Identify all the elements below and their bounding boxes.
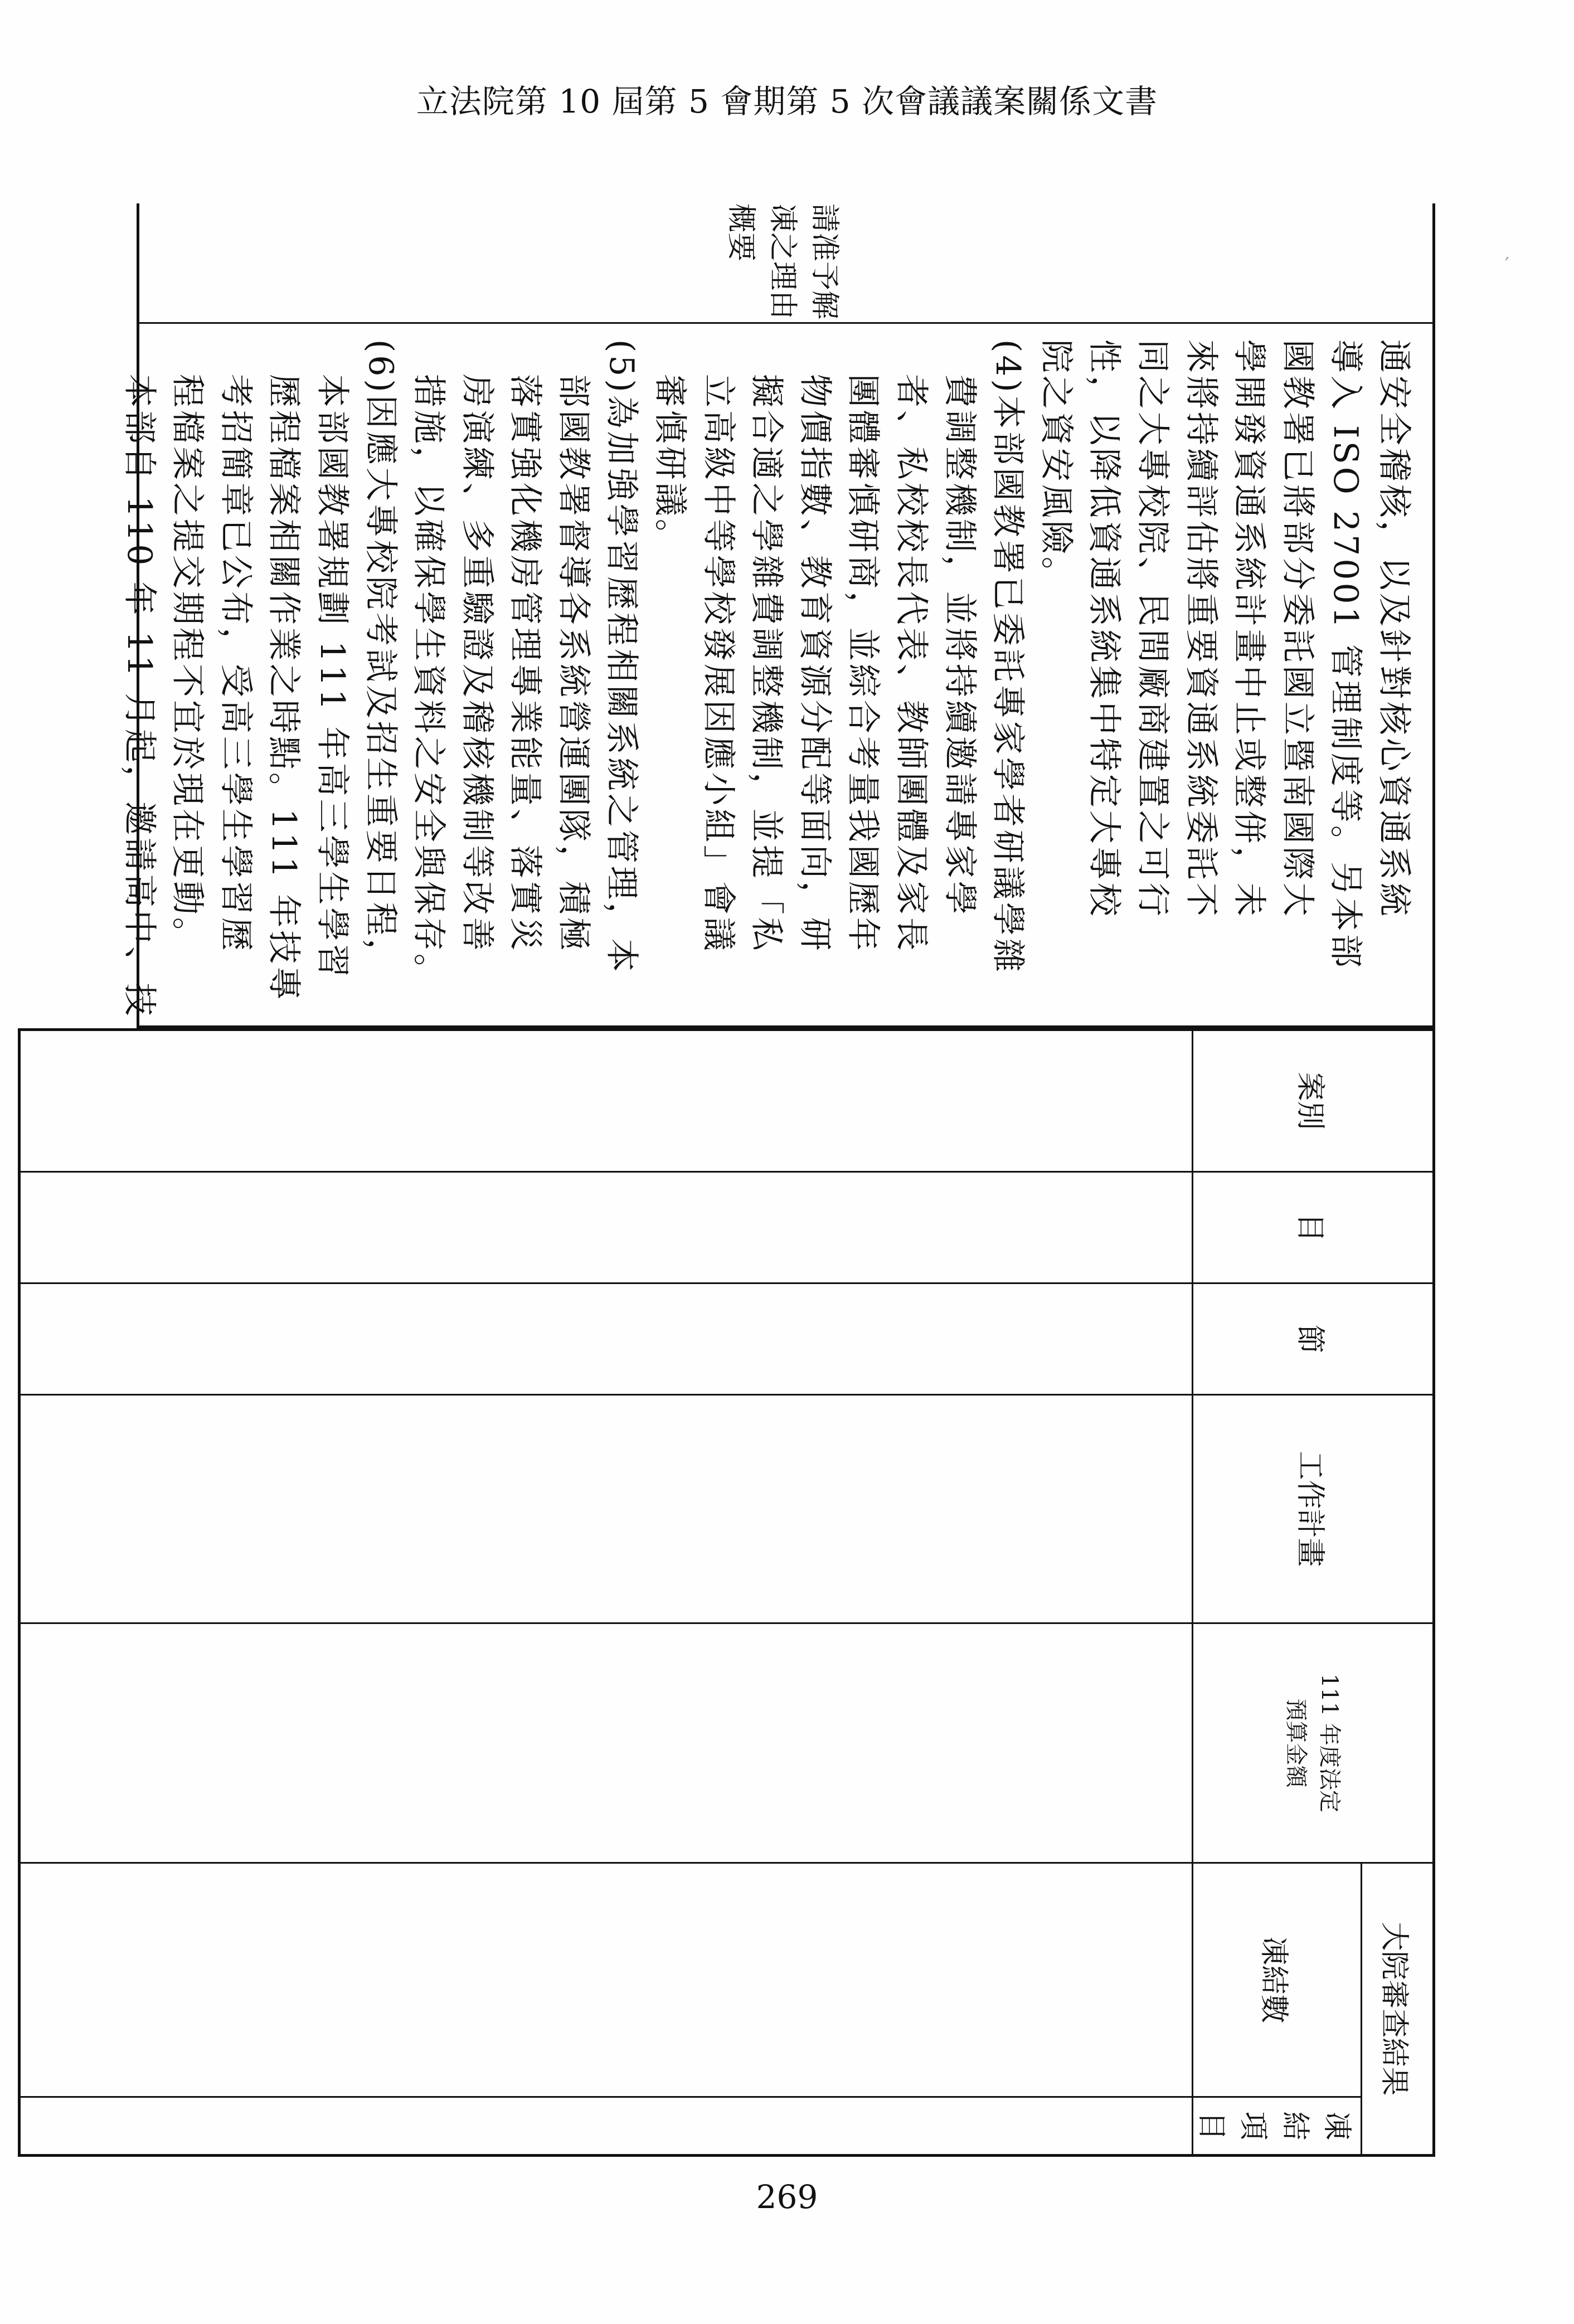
reason-line: 措施，以確保學生資料之安全與保存。: [409, 373, 449, 990]
reason-line: 本部自 110 年 11 月起，邀請高中、技: [119, 373, 159, 1019]
cell-item: [20, 1172, 1193, 1283]
header-budget: [1193, 1623, 1434, 1863]
header-section: 節: [1193, 1283, 1434, 1395]
header-work-plan: 工作計畫: [1193, 1395, 1434, 1623]
reason-line: 歷程檔案相關作業之時點。111 年技專: [264, 373, 304, 1003]
budget-table-rotated: [137, 1028, 1435, 2154]
reason-inner: [119, 203, 1435, 1028]
reason-line: 房演練、多重驗證及稽核機制等改善: [457, 373, 497, 954]
reason-line: 落實強化機房管理專業能量、落實災: [506, 373, 545, 954]
header-frozen-item: 凍結項目: [1193, 2097, 1362, 2156]
cell-budget: [20, 1623, 1193, 1863]
page-number: 269: [756, 2178, 818, 2216]
reason-body: [119, 324, 1432, 1025]
cell-frozen-item: [20, 2097, 1193, 2156]
reason-line: 國教署已將部分委託國立暨南國際大: [1277, 339, 1317, 919]
header-budget-line1: 111 年度法定: [1316, 1673, 1343, 1813]
reason-line: (6)因應大專校院考試及招生重要日程，: [361, 339, 400, 975]
reason-line: 通安全稽核，以及針對核心資通系統: [1374, 339, 1413, 919]
reason-table-container: [119, 203, 1435, 1028]
cell-frozen-amount: [20, 1863, 1193, 2097]
reason-line: 物價指數、教育資源分配等面向，研: [795, 373, 834, 954]
reason-line: 部國教署督導各系統營運團隊，積極: [553, 373, 593, 954]
reason-line: 審慎研議。: [650, 373, 690, 555]
reason-line: 程檔案之提交期程不宜於現在更動。: [168, 373, 207, 954]
reason-line: (4)本部國教署已委託專家學者研議學雜: [988, 339, 1028, 975]
reason-header: 請准予解凍之理由概要: [724, 203, 842, 320]
reason-line: 考招簡章已公布，受高三學生學習歷: [216, 373, 255, 954]
reason-line: (5)為加強學習歷程相關系統之管理，本: [602, 339, 642, 975]
budget-table: [18, 1028, 1435, 2157]
header-case: 案別: [1193, 1030, 1434, 1172]
cell-work-plan: [20, 1395, 1193, 1623]
reason-line: 同之大專校院、民間廠商建置之可行: [1133, 339, 1173, 919]
reason-line: 者、私校校長代表、教師團體及家長: [892, 373, 931, 954]
reason-line: 立高級中等學校發展因應小組」會議: [698, 373, 738, 954]
reason-line: 擬合適之學雜費調整機制，並提「私: [747, 373, 786, 954]
header-review-result: 大院審查結果: [1362, 1863, 1434, 2156]
header-frozen-amount: 凍結數: [1193, 1863, 1362, 2097]
cell-case: [20, 1030, 1193, 1172]
margin-mark: ′: [1505, 254, 1509, 276]
reason-line: 院之資安風險。: [1036, 339, 1076, 593]
reason-line: 費調整機制，並將持續邀請專家學: [940, 373, 979, 917]
reason-line: 團體審慎研商，並綜合考量我國歷年: [843, 373, 883, 954]
document-header: 立法院第 10 屆第 5 會期第 5 次會議議案關係文書: [416, 82, 1158, 120]
reason-line: 本部國教署規劃 111 年高三學生學習: [312, 373, 352, 980]
reason-line: 學開發資通系統計畫中止或整併，未: [1230, 339, 1269, 919]
header-item: 目: [1193, 1172, 1434, 1283]
reason-header-cell: [139, 203, 1432, 324]
header-budget-line2: 預算金額: [1283, 1698, 1309, 1788]
cell-section: [20, 1283, 1193, 1395]
reason-line: 性，以降低資通系統集中特定大專校: [1085, 339, 1124, 919]
reason-line: 來將持續評估將重要資通系統委託不: [1181, 339, 1221, 919]
reason-line: 導入 ISO 27001 管理制度等。另本部: [1326, 339, 1366, 970]
